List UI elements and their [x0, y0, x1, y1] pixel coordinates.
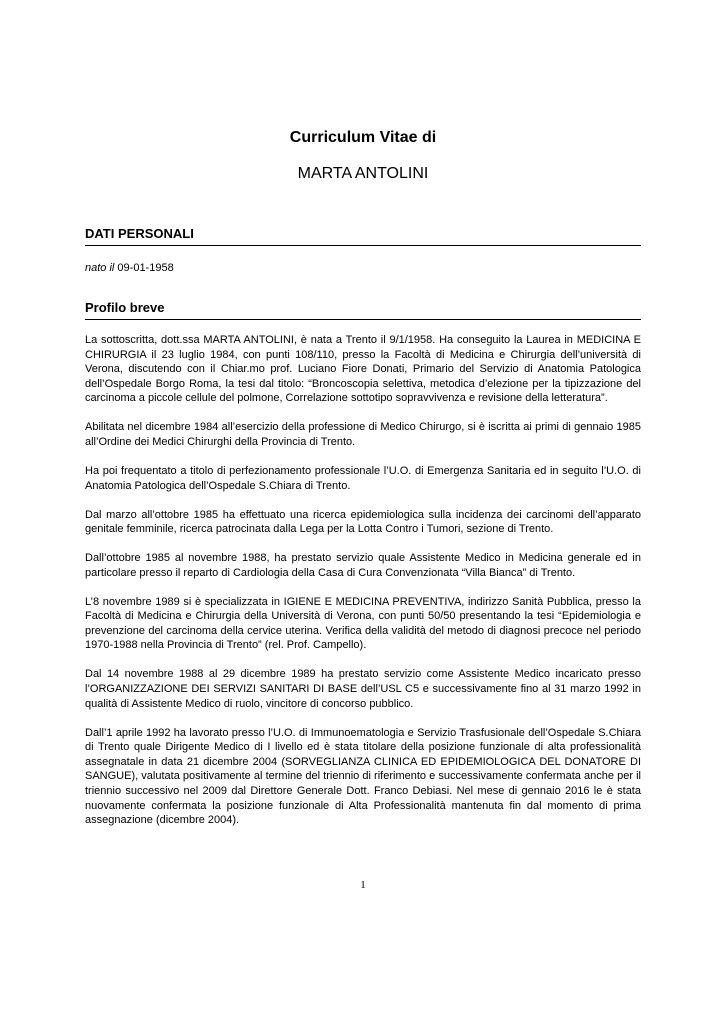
- paragraph: Ha poi frequentato a titolo di perfezionamento professionale l’U.O. di Emergenza Sanitaria ed in seguito l’U.O. di Anatomia Patologica dell’Ospedale S.Chiara di Trento.: [85, 464, 641, 492]
- paragraph: Dal 14 novembre 1988 al 29 dicembre 1989 ha prestato servizio come Assistente Medico incaricato presso l’ORGANIZZAZIONE DEI SERVIZI SANITARI DI BASE dell’USL C5 e successivamente fino al 31 marzo 1992 in qualità di Assistente Medico di ruolo, vincitore di concorso pubblico.: [85, 668, 641, 710]
- birth-info: [85, 261, 174, 275]
- birth-label: nato il: [85, 262, 115, 274]
- paragraph: La sottoscritta, dott.ssa MARTA ANTOLINI, è nata a Trento il 9/1/1958. Ha conseguito la Laurea in MEDICINA E CHIRURGIA il 23 luglio 1984, con punti 108/110, presso la Facoltà di Medicina e Chirurgia dell’università di Verona, discutendo con il Chiar.mo prof. Luciano Fiore Donati, Primario del Servizio di Anatomia Patologica dell’Ospedale Borgo Roma, la tesi dal titolo: “Broncoscopia selettiva, metodica d’elezione per la tipizzazione del carcinoma a piccole cellule del polmone, Correlazione sottotipo sopravvivenza e revisione della letteratura”.: [85, 334, 641, 405]
- page-number: 1: [360, 879, 366, 891]
- document-title: Curriculum Vitae di: [289, 129, 437, 146]
- section-heading-profile: Profilo breve: [85, 300, 641, 320]
- paragraph: Dal marzo all’ottobre 1985 ha effettuato una ricerca epidemiologica sulla incidenza dei carcinomi dell’apparato genitale femminile, ricerca patrocinata dalla Lega per la Lotta Contro i Tumori, sezione di Trento.: [85, 508, 641, 536]
- profile-body: [85, 333, 641, 842]
- paragraph: Dall’ottobre 1985 al novembre 1988, ha prestato servizio quale Assistente Medico in Medicina generale ed in particolare presso il reparto di Cardiologia della Casa di Cura Convenzionata “Villa Bianca” di Trento.: [85, 552, 641, 579]
- birth-date: 09-01-1958: [117, 262, 174, 274]
- paragraph: Dall’1 aprile 1992 ha lavorato presso l’U.O. di Immunoematologia e Servizio Trasfusionale dell’Ospedale S.Chiara di Trento quale Dirigente Medico di I livello ed è stata titolare della posizione funzionale di alta professionalità assegnatale in data 21 dicembre 2004 (SORVEGLIANZA CLINICA ED EPIDEMIOLOGICA DEL DONATORE DI SANGUE), valutata positivamente al termine del triennio di riferimento e successivamente confermata anche per il triennio successivo nel 2009 dal Direttore Generale Dott. Franco Debiasi. Nel mese di gennaio 2016 le è stata nuovamente confermata la posizione funzionale di Alta Professionalità mantenuta fin dal momento di prima assegnazione (dicembre 2004).: [85, 726, 641, 827]
- paragraph: Abilitata nel dicembre 1984 all’esercizio della professione di Medico Chirurgo, si è iscritta ai primi di gennaio 1985 all’Ordine dei Medici Chirurghi della Provincia di Trento.: [85, 421, 641, 448]
- paragraph: L’8 novembre 1989 si è specializzata in IGIENE E MEDICINA PREVENTIVA, indirizzo Sanità Pubblica, presso la Facoltà di Medicina e Chirurgia della Università di Verona, con punti 50/50 presentando la tesi “Epidemiologia e prevenzione del carcinoma della cervice uterina. Verifica della validità del metodo di diagnosi precoce nel periodo 1970-1988 nella Provincia di Trento” (rel. Prof. Campello).: [85, 595, 641, 652]
- section-heading-personal-data: DATI PERSONALI: [85, 226, 641, 246]
- person-name: MARTA ANTOLINI: [297, 165, 429, 182]
